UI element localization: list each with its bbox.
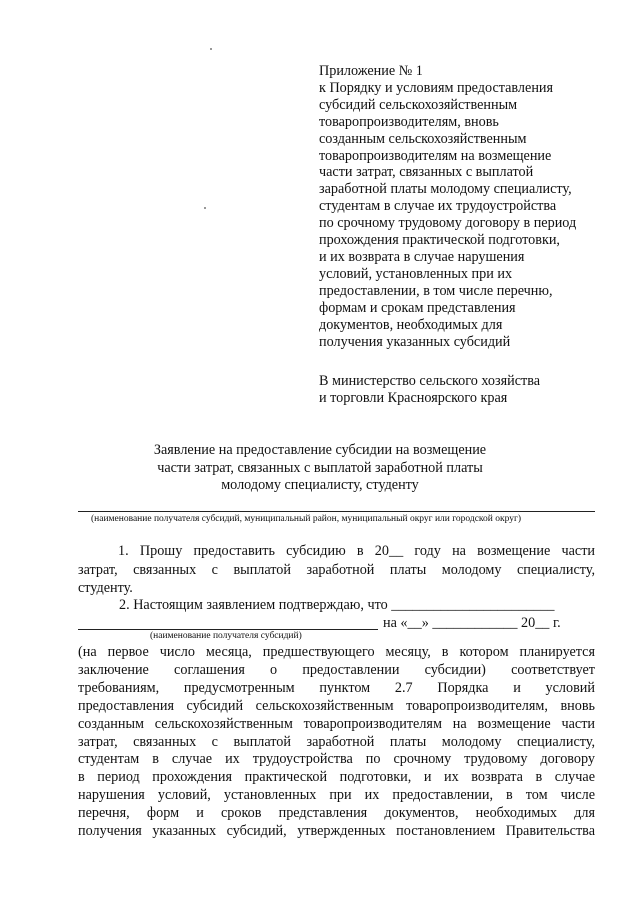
item-1-line: студенту. [78,580,133,596]
body-line: нарушения условий, установленных при их предоставлении, в том числе [78,787,595,804]
appendix-line: предоставлении, в том числе перечню, [319,282,553,299]
appendix-line: и их возврата в случае нарушения [319,248,525,265]
scan-speck [210,48,212,50]
body-line: требованиям, предусмотренным пунктом 2.7 Порядка и условий [78,679,595,696]
appendix-line: части затрат, связанных с выплатой [319,164,534,181]
title-line: Заявление на предоставление субсидии на возмещение [153,442,487,458]
body-line: созданным сельскохозяйственным товаропроизводителям на возмещение части [78,715,595,732]
appendix-line: Приложение № 1 [319,63,423,79]
date-line: на «__» ____________ 20__ г. [383,615,561,631]
recipient-caption: (наименование получателя субсидий, муниципальный район, муниципальный округ или городской округ) [91,514,522,524]
appendix-line: субсидий сельскохозяйственным [319,96,518,113]
item-1-line: затрат, связанных с выплатой заработной платы молодому специалисту, [78,561,595,578]
document-title [80,442,560,495]
body-line: затрат, связанных с выплатой заработной платы молодому специалисту, [78,733,595,750]
recipient-fill-caption: (наименование получателя субсидий) [150,631,302,641]
body-line: предоставления субсидий сельскохозяйственным товаропроизводителям, вновь [78,697,595,714]
item-1 [78,542,595,598]
recipient-name-line [78,511,595,512]
title-line: молодому специалисту, студенту [221,477,419,493]
appendix-line: получения указанных субсидий [319,333,511,350]
appendix-line: к Порядку и условиям предоставления [319,79,554,96]
appendix-line: условий, установленных при их [319,265,513,282]
appendix-line: заработной платы молодому специалисту, [319,181,572,198]
body-line: заключение соглашения о предоставлении субсидии) соответствует [78,661,595,678]
body-line: студентам в случае их трудоустройства по срочному трудовому договору [78,751,595,768]
appendix-line: по срочному трудовому договору в период [319,215,577,232]
appendix-line: студентам в случае их трудоустройства [319,198,557,215]
recipient-fill-line [78,629,378,630]
body-line: перечня, форм и сроков представления документов, необходимых для [78,805,595,822]
item-2-line: 2. Настоящим заявлением подтверждаю, что _______________________ [119,597,555,613]
appendix-line: товаропроизводителям, вновь [319,113,499,130]
appendix-header [319,63,619,350]
item-1-line: 1. Прошу предоставить субсидию в 20__ году на возмещение части [118,543,595,559]
body-line: получения указанных субсидий, утвержденных постановлением Правительства [78,823,595,840]
appendix-line: документов, необходимых для [319,316,503,333]
body-line: (на первое число месяца, предшествующего месяцу, в котором планируется [78,644,595,660]
appendix-line: товаропроизводителям на возмещение [319,147,552,164]
title-line: части затрат, связанных с выплатой заработной платы [157,459,483,476]
addressee [319,373,619,407]
body-paragraph [78,644,595,841]
appendix-line: созданным сельскохозяйственным [319,130,527,147]
appendix-line: прохождения практической подготовки, [319,232,560,249]
scan-speck [204,207,206,209]
addressee-line: В министерство сельского хозяйства [319,373,541,389]
addressee-line: и торговли Красноярского края [319,390,508,406]
body-line: в период прохождения практической подготовки, и их возврата в случае [78,769,595,786]
appendix-line: формам и срокам представления [319,299,516,316]
